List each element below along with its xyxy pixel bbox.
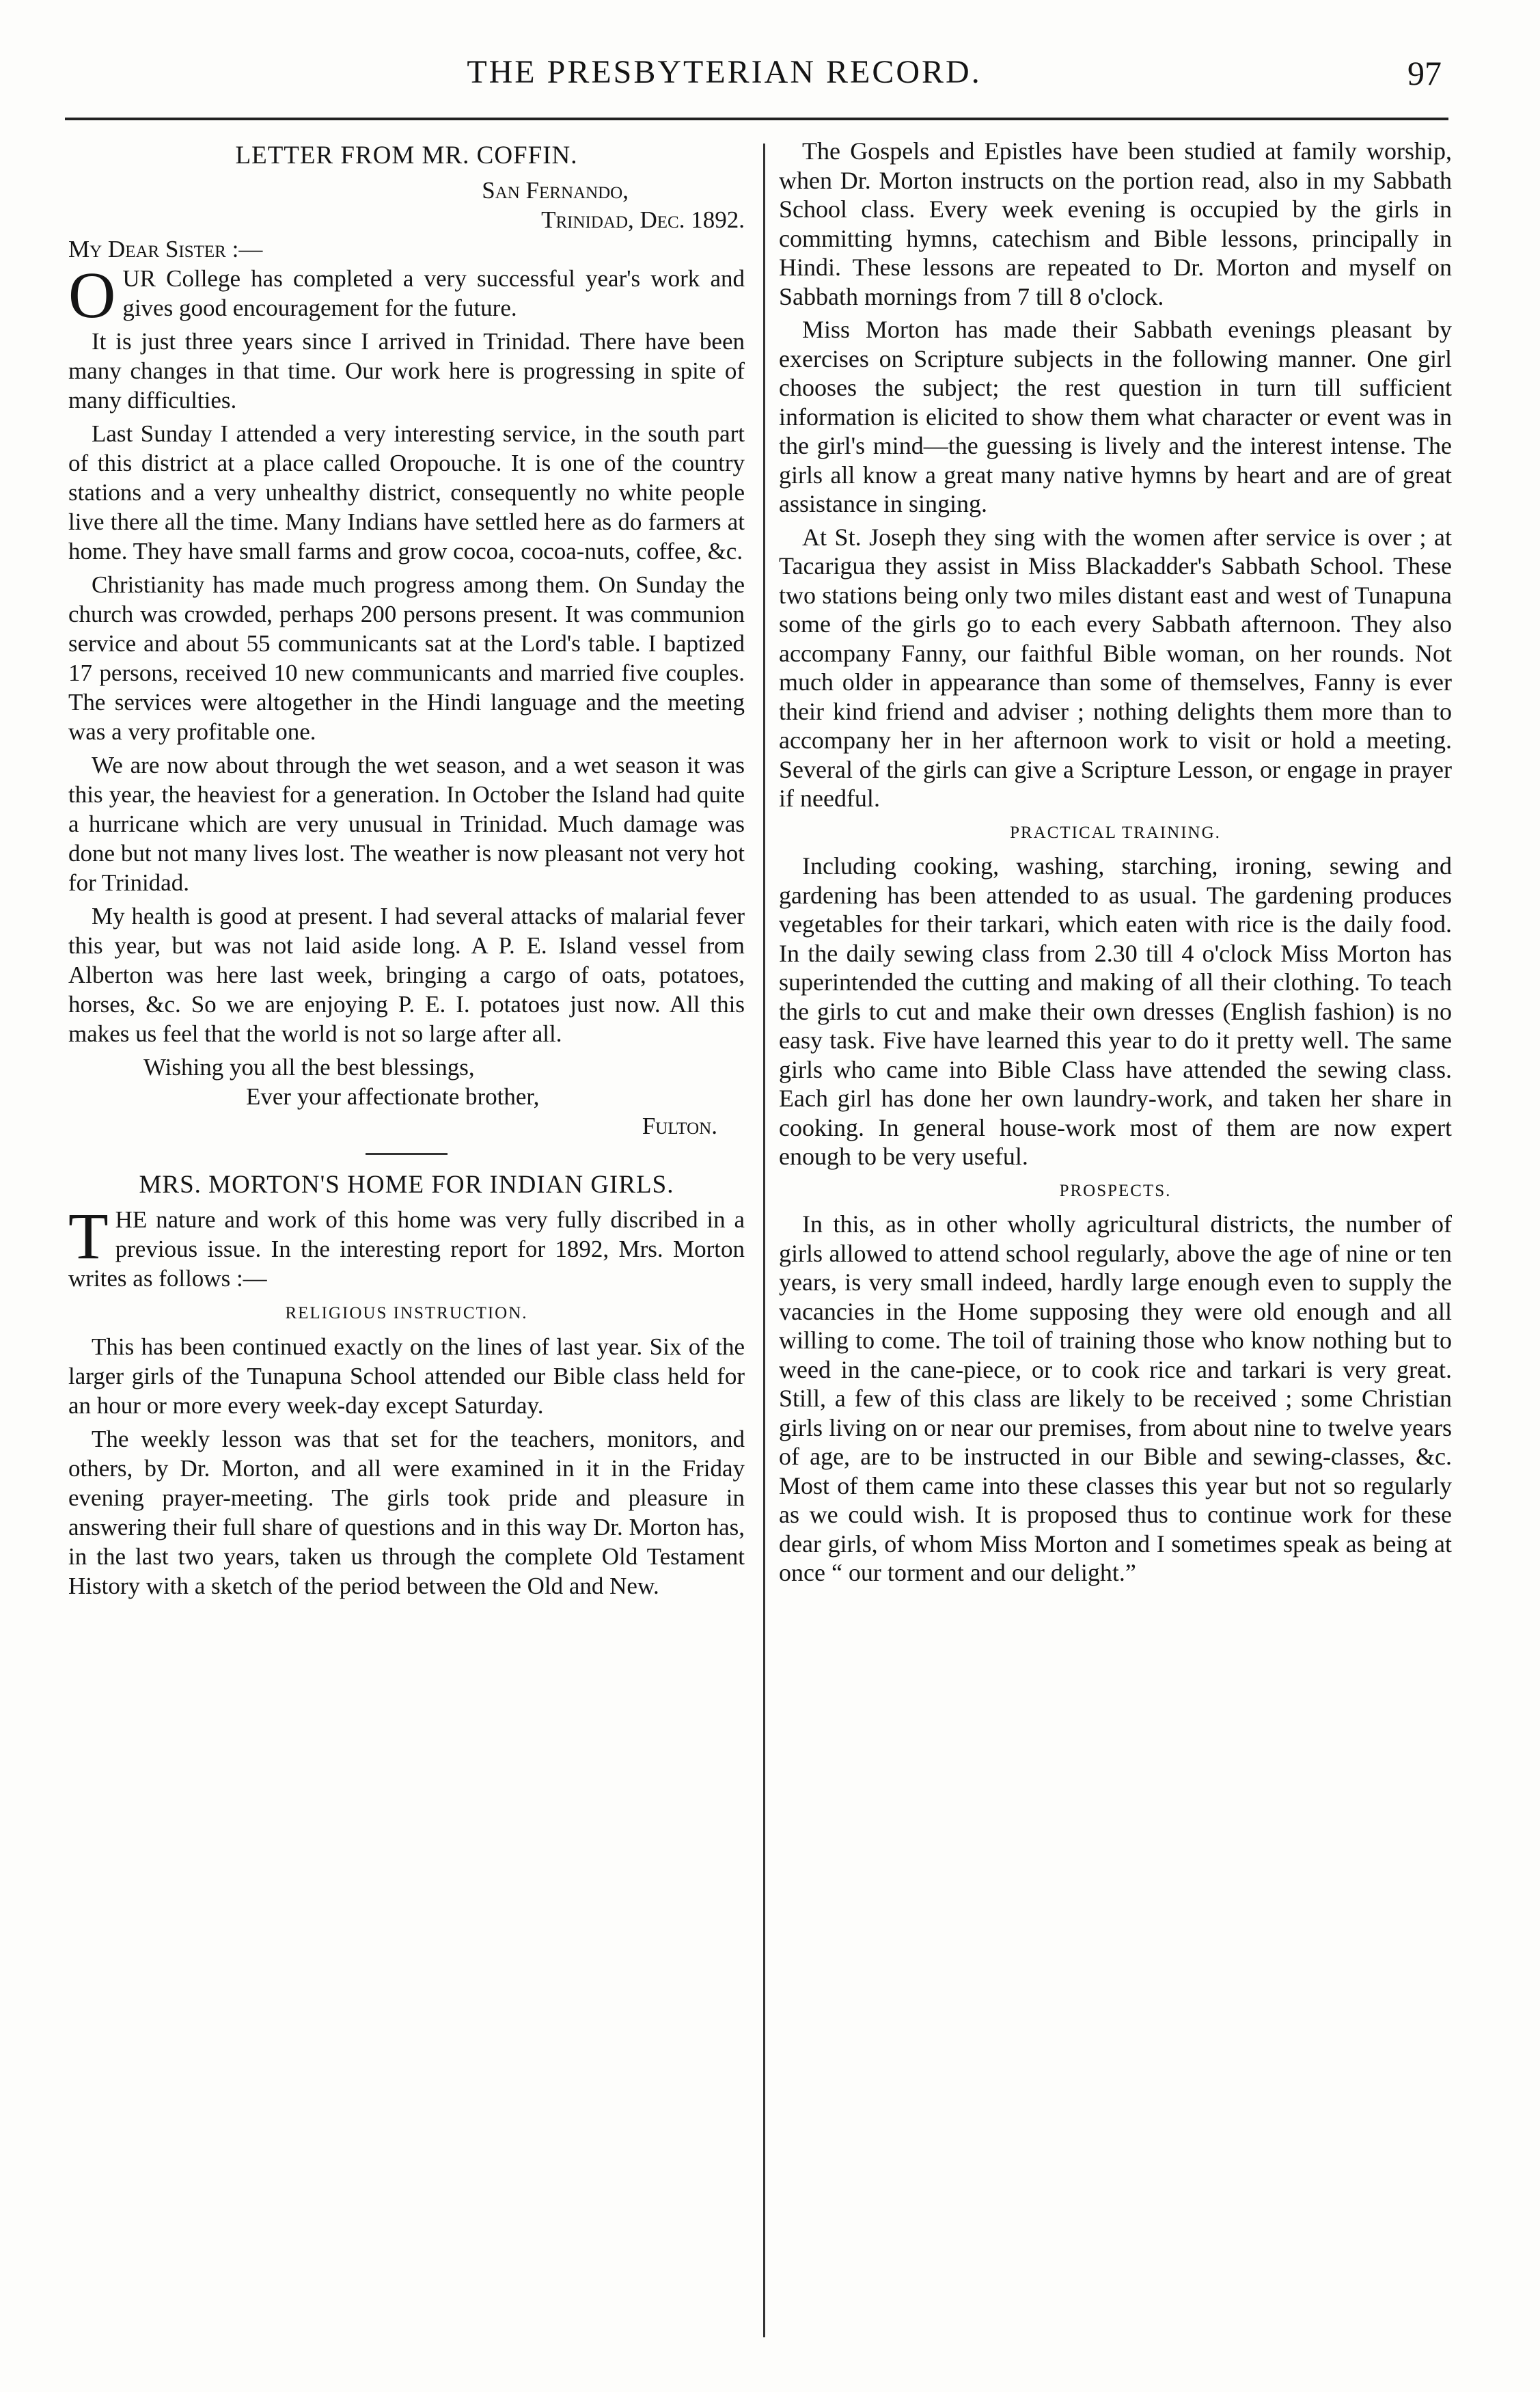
article-paragraph: The weekly lesson was that set for the teachers, monitors, and others, by Dr. Morton, and all were examined in it in the Friday evening prayer-meeting. The girls took pride and pleasure in answering their full share of questions and in this way Dr. Morton has, in the last two years, taken us through the complete Old Testament History with a sketch of the period between the Old and New. [68,1426,745,1599]
article-title: MRS. MORTON'S HOME FOR INDIAN GIRLS. [139,1171,674,1199]
letter-paragraph: Last Sunday I attended a very interesting service, in the south part of this district at a place called Oropouche. It is one of the country stations and a very unhealthy district, consequently no white people live there all the time. Many Indians have settled here as do farmers at home. They have small farms and grow cocoa, cocoa-nuts, coffee, &c. [68,420,745,565]
letter-place: San Fernando, [482,177,629,204]
letter-signature: Fulton. [642,1113,717,1139]
article-paragraph: This has been continued exactly on the lines of last year. Six of the larger girls of the Tunapuna School attended our Bible class held for an hour or more every week-day except Saturday. [68,1333,745,1419]
article-paragraph: Miss Morton has made their Sabbath evenings pleasant by exercises on Scripture subjects in the following manner. One girl chooses the subject; the rest question in turn till sufficient information is elicited to show them what character or event was in the girl's mind—the guessing is lively and the interest intense. The girls all know a great many native hymns by heart and are of great assistance in singing. [779,316,1452,517]
article-paragraph: At St. Joseph they sing with the women after service is over ; at Tacarigua they assist in Miss Blackadder's Sabbath School. These two stations being only two miles distant east and west of Tunapuna some of the girls go to each every Sabbath afternoon. They also accompany Fanny, our faithful Bible woman, on her rounds. Not much older in appearance than some of themselves, Fanny is ever their kind friend and adviser ; nothing delights them more than to accompany her in her afternoon work to visit or hold a meeting. Several of the girls can give a Scripture Lesson, or engage in prayer if needful. [779,523,1452,812]
drop-cap: O [68,258,116,331]
letter-paragraph: It is just three years since I arrived in Trinidad. There have been many changes in that time. Our work here is progressing in spite of many difficulties. [68,328,745,413]
letter-paragraph: We are now about through the wet season, and a wet season it was this year, the heaviest for a generation. In October the Island had quite a hurricane which are very unusual in Trinidad. Much damage was done but not many lives lost. The weather is now pleasant not very hot for Trinidad. [68,752,745,896]
right-column [779,137,1452,1592]
drop-cap: T [68,1199,109,1273]
section-heading: PROSPECTS. [1059,1181,1172,1200]
article-paragraph: Including cooking, washing, starching, ironing, sewing and gardening has been attended to as usual. The gardening produces vegetables for their tarkari, which eaten with rice is the daily food. In the daily sewing class from 2.30 till 4 o'clock Miss Morton has superintended the cutting and making of all their clothing. To teach the girls to cut and make their own dresses (English fashion) is no easy task. Five have learned this year to do it pretty well. The same girls who came into Bible Class have attended the sewing class. Each girl has done her own laundry-work, and taken her share in cooking. In general house-work most of them are now expert enough to be very useful. [779,852,1452,1170]
letter-salutation: My Dear Sister :— [68,236,263,262]
letter-paragraph: My health is good at present. I had several attacks of malarial fever this year, but was not laid aside long. A P. E. Island vessel from Alberton was here last week, bringing a cargo of oats, potatoes, horses, &c. So we are enjoying P. E. I. potatoes just now. All this makes us feel that the world is not so large after all. [68,903,745,1047]
left-column [68,137,745,1605]
letter-location-date: Trinidad, Dec. 1892. [541,206,745,233]
section-divider [366,1153,448,1155]
column-divider [763,144,765,2337]
article-paragraph: The Gospels and Epistles have been studied at family worship, when Dr. Morton instructs on the portion read, also in my Sabbath School class. Every week evening is occupied by the girls in committing hymns, catechism and Bible lessons, principally in Hindi. These lessons are repeated to Dr. Morton and myself on Sabbath mornings from 7 till 8 o'clock. [779,137,1452,310]
article-paragraph: In this, as in other wholly agricultural districts, the number of girls allowed to attend school regularly, above the age of nine or ten years, is very small indeed, hardly large enough even to supply the vacancies in the Home supposing they were old enough and all willing to come. The toil of training those who know nothing but to weed in the cane-piece, or to cook rice and tarkari is very great. Still, a few of this class are likely to be received ; some Christian girls living on or near our premises, from about nine to twelve years of age, are to be instructed in our Bible and sewing-classes, &c. Most of them came into these classes this year but not so regularly as we could wish. It is proposed thus to continue work for these dear girls, of whom Miss Morton and I sometimes speak as being at once “ our torment and our delight.” [779,1210,1452,1586]
page-number: 97 [1407,54,1442,92]
section-heading: RELIGIOUS INSTRUCTION. [285,1304,528,1322]
letter-closing-2: Ever your affectionate brother, [246,1083,540,1110]
letter-paragraph: Christianity has made much progress among them. On Sunday the church was crowded, perhaps 200 persons present. It was communion service and about 55 communicants sat at the Lord's table. I baptized 17 persons, received 10 new communicants and married five couples. The services were altogether in the Hindi language and the meeting was a very profitable one. [68,571,745,745]
running-title: THE PRESBYTERIAN RECORD. [467,54,982,90]
header-rule [65,118,1448,120]
section-heading: PRACTICAL TRAINING. [1010,823,1221,842]
letter-closing: Wishing you all the best blessings, [143,1054,475,1081]
page-header [68,53,1448,101]
letter-title: LETTER FROM MR. COFFIN. [235,141,578,169]
article-intro: THE nature and work of this home was very fully discribed in a previous issue. In the interesting report for 1892, Mrs. Morton writes as follows :— [68,1199,745,1292]
letter-paragraph: OUR College has completed a very successful year's work and gives good encouragement for the future. [68,258,745,331]
